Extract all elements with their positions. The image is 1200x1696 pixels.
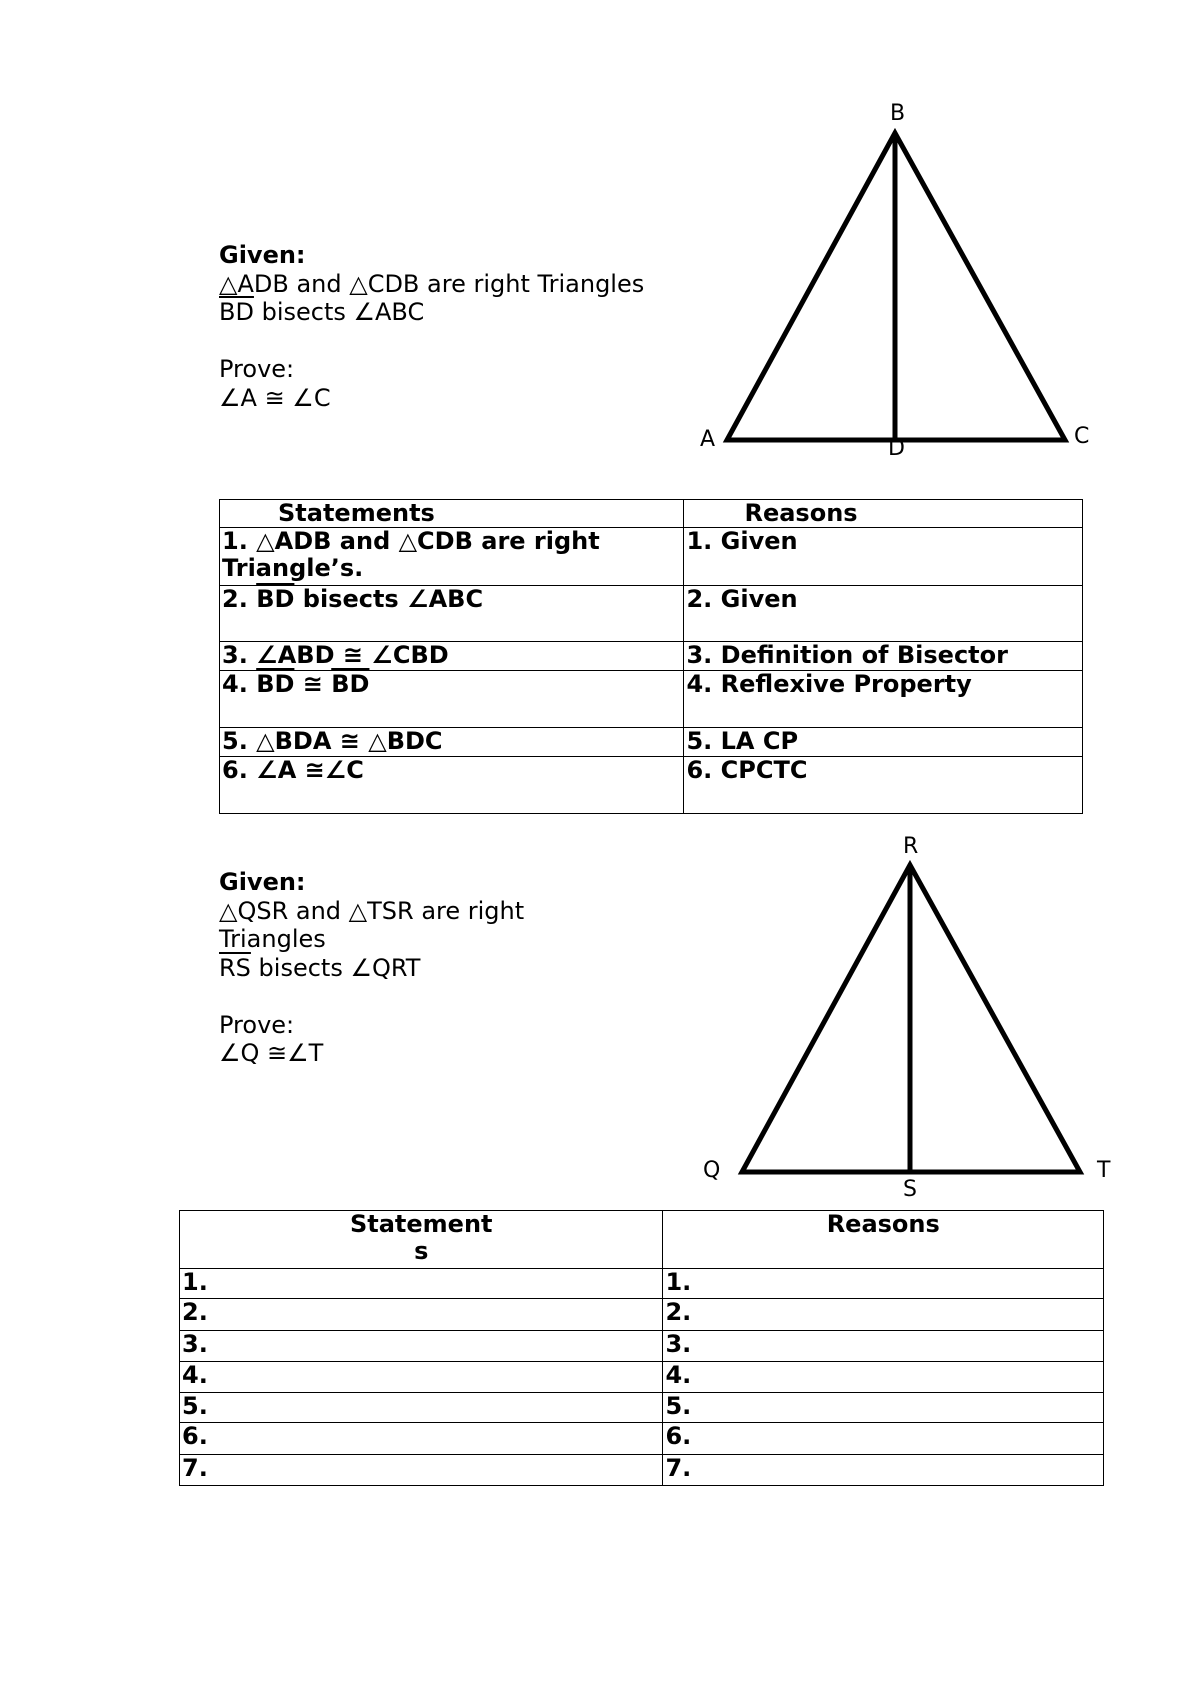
statement-cell: 6. ∠A ≅∠C: [220, 757, 684, 814]
reason-cell: 2.: [663, 1299, 1104, 1331]
statement-cell: 4. $\overline{BD}$ ≅ $\overline{BD}$: [220, 671, 684, 728]
statement-cell: 3.: [180, 1331, 663, 1362]
table-row: [180, 1423, 1104, 1455]
statement-cell: 3. ∠ABD ≅ ∠CBD: [220, 642, 684, 671]
given-label: Given:: [219, 868, 306, 896]
reason-cell: 3. Definition of Bisector: [684, 642, 1083, 671]
given-statement-1: △QSR and △TSR are right: [219, 896, 525, 925]
header-statements: Statements: [220, 500, 684, 528]
vertex-label-s: S: [903, 1177, 917, 1202]
statement-cell: 1. △ADB and △CDB are right Triangle’s.: [220, 528, 684, 586]
prove-label: Prove:: [219, 1010, 295, 1039]
vertex-label-t: T: [1097, 1158, 1111, 1183]
statement-cell: 5. △BDA ≅ △BDC: [220, 728, 684, 757]
reason-cell: 6.: [663, 1423, 1104, 1455]
reason-cell: 5. LA CP: [684, 728, 1083, 757]
given-statement-2-text: bisects ∠ABC: [253, 298, 425, 326]
given-statement-3-text: bisects ∠QRT: [250, 953, 421, 982]
table-header-row: [180, 1211, 1104, 1269]
reason-cell: 5.: [663, 1393, 1104, 1423]
given-statement-1: △ADB and △CDB are right Triangles: [219, 269, 645, 298]
reason-cell: 1. Given: [684, 528, 1083, 586]
table-row: [180, 1299, 1104, 1331]
table-row: [180, 1362, 1104, 1393]
header-reasons: Reasons: [663, 1211, 1104, 1269]
table-row: [180, 1269, 1104, 1299]
vertex-label-r: R: [903, 834, 919, 859]
prove-statement: ∠A ≅ ∠C: [219, 383, 331, 412]
statement-cell: 2. $\overline{BD}$ bisects ∠ABC: [220, 586, 684, 642]
given-statement-2: Triangles: [219, 925, 326, 953]
vertex-label-d: D: [888, 436, 905, 461]
header-statements: Statement s: [180, 1211, 663, 1269]
prove-statement: ∠Q ≅∠T: [219, 1039, 324, 1067]
table-row: [180, 1331, 1104, 1362]
vertex-label-b: B: [890, 101, 906, 126]
statement-cell: 6.: [180, 1423, 663, 1455]
reason-cell: 6. CPCTC: [684, 757, 1083, 814]
statement-cell: 5.: [180, 1393, 663, 1423]
vertex-label-c: C: [1074, 424, 1090, 449]
statement-cell: 7.: [180, 1455, 663, 1486]
reason-cell: 3.: [663, 1331, 1104, 1362]
statement-cell: 2.: [180, 1299, 663, 1331]
reason-cell: 7.: [663, 1455, 1104, 1486]
vertex-label-a: A: [700, 427, 716, 452]
segment-bd: $\overline{BD}$: [219, 298, 254, 326]
table-row: [180, 1393, 1104, 1423]
proof-table-2: [179, 1210, 1104, 1486]
vertex-label-q: Q: [703, 1158, 721, 1183]
given-label: Given:: [219, 241, 306, 269]
prove-label: Prove:: [219, 355, 295, 383]
reason-cell: 4.: [663, 1362, 1104, 1393]
statement-cell: 1.: [180, 1269, 663, 1299]
segment-rs: $\overline{RS}$: [219, 953, 251, 982]
header-reasons: Reasons: [684, 500, 1083, 528]
statement-cell: 4.: [180, 1362, 663, 1393]
reason-cell: 2. Given: [684, 586, 1083, 642]
reason-cell: 4. Reflexive Property: [684, 671, 1083, 728]
reason-cell: 1.: [663, 1269, 1104, 1299]
table-row: [180, 1455, 1104, 1486]
